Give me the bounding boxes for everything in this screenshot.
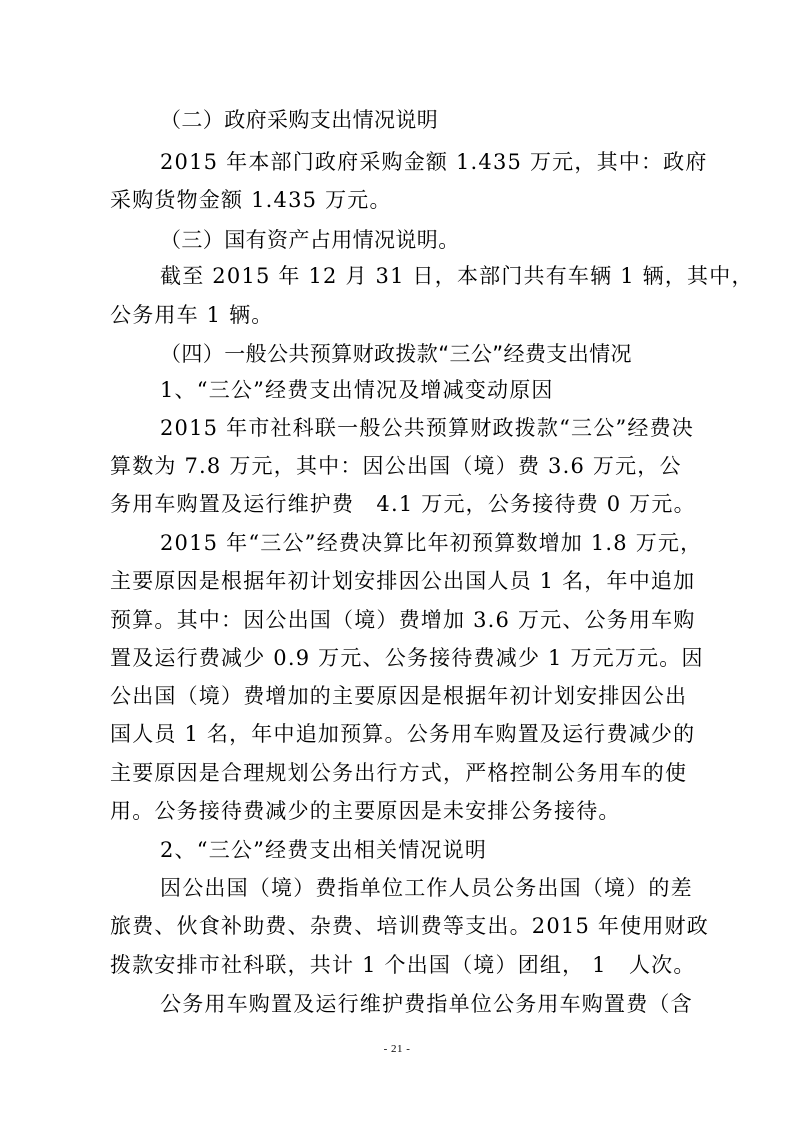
paragraph-line: 因公出国（境）费指单位工作人员公务出国（境）的差 xyxy=(160,876,693,900)
paragraph-line: 2015 年“三公”经费决算比年初预算数增加 1.8 万元， xyxy=(160,531,703,555)
paragraph-line: 预算。其中：因公出国（境）费增加 3.6 万元、公务用车购 xyxy=(110,608,696,632)
paragraph-line: 公务用车购置及运行维护费指单位公务用车购置费（含 xyxy=(160,992,693,1016)
paragraph-line: 算数为 7.8 万元，其中：因公出国（境）费 3.6 万元，公 xyxy=(110,454,682,478)
paragraph-line: 主要原因是根据年初计划安排因公出国人员 1 名，年中追加 xyxy=(110,569,696,593)
paragraph-line: 置及运行费减少 0.9 万元、公务接待费减少 1 万元万元。因 xyxy=(110,646,704,670)
paragraph-line: 用。公务接待费减少的主要原因是未安排公务接待。 xyxy=(110,799,621,823)
paragraph-line: 旅费、伙食补助费、杂费、培训费等支出。2015 年使用财政 xyxy=(110,914,709,938)
paragraph-line: 务用车购置及运行维护费 4.1 万元，公务接待费 0 万元。 xyxy=(110,492,696,516)
paragraph-line: 采购货物金额 1.435 万元。 xyxy=(110,188,392,212)
paragraph-line: 主要原因是合理规划公务出行方式，严格控制公务用车的使 xyxy=(110,761,688,785)
paragraph-line: 拨款安排市社科联，共计 1 个出国（境）团组， 1 人次。 xyxy=(110,953,696,977)
paragraph-line: 公务用车 1 辆。 xyxy=(110,303,274,327)
paragraph-line: 2015 年本部门政府采购金额 1.435 万元，其中：政府 xyxy=(160,150,708,174)
paragraph-line: 公出国（境）费增加的主要原因是根据年初计划安排因公出 xyxy=(110,684,688,708)
paragraph-line: 截至 2015 年 12 月 31 日，本部门共有车辆 1 辆，其中， xyxy=(160,264,754,288)
section-heading-three-public-expenses: （四）一般公共预算财政拨款“三公”经费支出情况 xyxy=(160,342,632,366)
paragraph-line: 国人员 1 名，年中追加预算。公务用车购置及运行费减少的 xyxy=(110,722,696,746)
subsection-heading: 2、“三公”经费支出相关情况说明 xyxy=(160,838,488,862)
section-heading-government-procurement: （二）政府采购支出情况说明 xyxy=(160,108,439,132)
paragraph-line: 2015 年市社科联一般公共预算财政拨款“三公”经费决 xyxy=(160,416,694,440)
page-number: - 21 - xyxy=(383,1043,411,1055)
subsection-heading: 1、“三公”经费支出情况及增减变动原因 xyxy=(160,378,554,402)
section-heading-state-assets: （三）国有资产占用情况说明。 xyxy=(160,228,460,252)
